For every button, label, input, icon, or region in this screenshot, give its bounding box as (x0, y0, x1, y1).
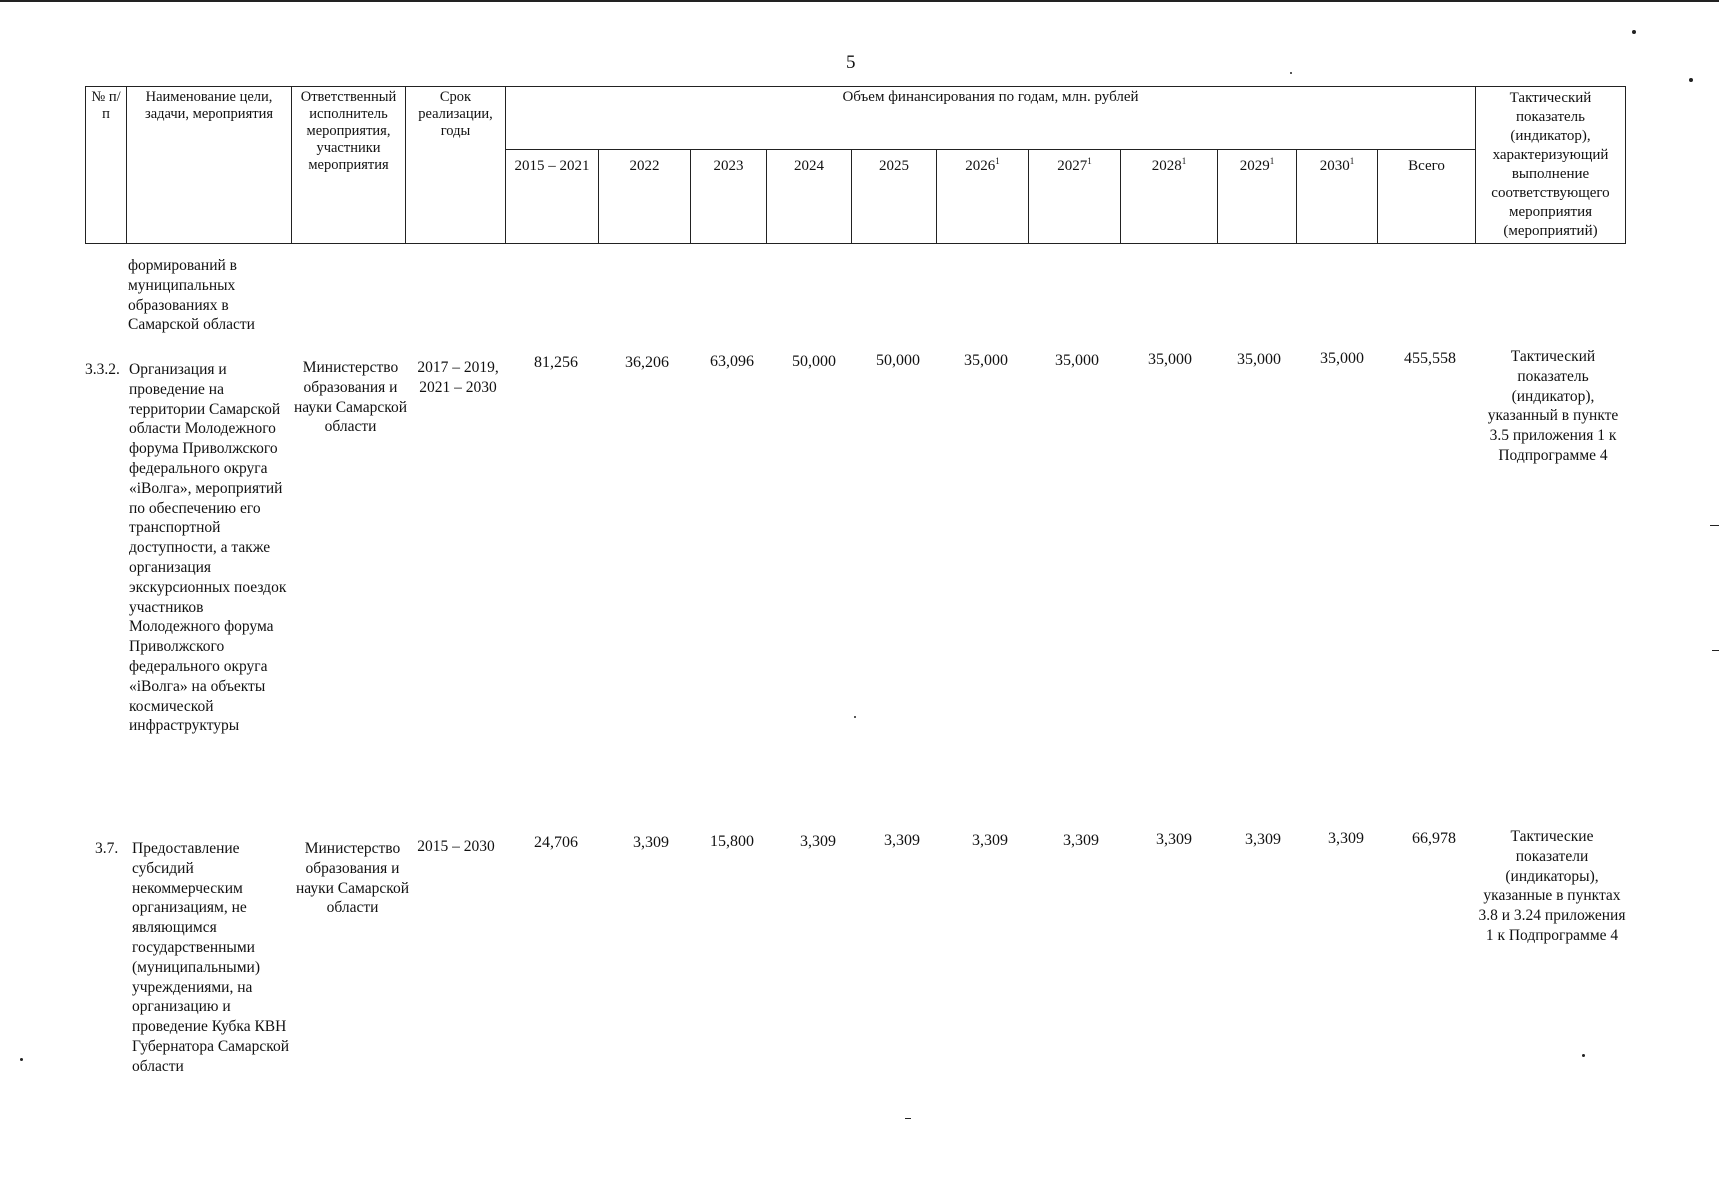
header-funding: Объем финансирования по годам, млн. рублей (506, 87, 1476, 150)
header-year (599, 149, 691, 243)
funding-value: 35,000 (1320, 350, 1364, 367)
row-indicator: Тактические показатели (индикаторы), указанные в пунктах 3.8 и 3.24 приложения 1 к Подпрограмме 4 (1478, 828, 1626, 944)
header-name: Наименование цели, задачи, мероприятия (127, 87, 292, 244)
header-term: Срок реализации, годы (406, 87, 506, 244)
scan-speck (1712, 650, 1719, 651)
scan-speck (1632, 30, 1636, 34)
funding-value: 50,000 (792, 353, 836, 370)
header-year (691, 149, 767, 243)
funding-value: 35,000 (1148, 351, 1192, 368)
row-executor: Министерство образования и науки Самарской области (293, 359, 408, 436)
row-name: Предоставление субсидий некоммерческим организациям, не являющимся государственными (муниципальными) учреждениями, на организацию и проведение Кубка КВН Губернатора Самарской области (132, 840, 290, 1075)
header-year (852, 149, 937, 243)
header-year-label: 2028 (1151, 157, 1182, 174)
scan-speck (854, 716, 856, 718)
header-year-label: 2022 (629, 157, 660, 174)
header-year-footnote: 1 (1087, 155, 1092, 166)
scan-speck (905, 1118, 911, 1119)
funding-value: 3,309 (800, 833, 836, 850)
row-indicator: Тактический показатель (индикатор), указанный в пункте 3.5 приложения 1 к Подпрограмме 4 (1487, 348, 1619, 464)
header-year-label: Всего (1408, 157, 1445, 174)
page-number: 5 (846, 52, 856, 73)
funding-value: 3,309 (884, 832, 920, 849)
row-number: 3.3.2. (85, 361, 120, 378)
scan-speck (1290, 72, 1292, 74)
header-year (1378, 149, 1476, 243)
funding-value: 35,000 (1055, 352, 1099, 369)
header-year-label: 2030 (1319, 157, 1350, 174)
row-term: 2017 – 2019, 2021 – 2030 (417, 359, 499, 396)
funding-value: 35,000 (1237, 351, 1281, 368)
header-year-footnote: 1 (1349, 155, 1355, 166)
scan-speck (20, 1058, 23, 1061)
header-num: № п/п (86, 87, 127, 244)
funding-value: 3,309 (1328, 830, 1364, 847)
funding-value: 3,309 (633, 834, 669, 851)
scan-speck (1710, 525, 1719, 526)
header-year-label: 2025 (879, 157, 909, 174)
header-indicator: Тактический показатель (индикатор), характеризующий выполнение соответствующего мероприятия (мероприятий) (1476, 87, 1626, 244)
header-year-footnote: 1 (995, 155, 1000, 166)
funding-value: 3,309 (1156, 831, 1192, 848)
funding-value: 3,309 (1245, 831, 1281, 848)
funding-value: 3,309 (1063, 832, 1099, 849)
funding-value: 24,706 (534, 834, 578, 851)
header-year-label: 2029 (1239, 157, 1270, 174)
scan-speck (1689, 78, 1693, 82)
funding-value: 36,206 (625, 354, 669, 371)
scan-speck (1582, 1054, 1585, 1057)
header-year-label: 2026 (965, 157, 996, 174)
continuation-text: формирований в муниципальных образованиях в Самарской области (128, 257, 255, 334)
header-year (767, 149, 852, 243)
row-executor: Министерство образования и науки Самарской области (295, 840, 410, 917)
header-year (1121, 149, 1218, 243)
funding-value: 455,558 (1404, 350, 1456, 367)
funding-value: 81,256 (534, 354, 578, 371)
header-year-label: 2023 (713, 157, 744, 174)
header-year (937, 149, 1029, 243)
header-year (506, 149, 599, 243)
row-number: 3.7. (95, 840, 119, 857)
header-year-footnote: 1 (1269, 155, 1275, 166)
header-year (1218, 149, 1297, 243)
header-year-label: 2024 (794, 157, 824, 174)
header-year (1297, 149, 1378, 243)
row-term: 2015 – 2030 (417, 838, 495, 855)
header-year-label: 2027 (1057, 157, 1088, 174)
header-table (85, 86, 1626, 244)
header-year (1029, 149, 1121, 243)
header-executor: Ответственный исполнитель мероприятия, участники мероприятия (292, 87, 406, 244)
funding-value: 66,978 (1412, 830, 1456, 847)
funding-value: 3,309 (972, 832, 1008, 849)
funding-value: 15,800 (710, 833, 754, 850)
row-name: Организация и проведение на территории Самарской области Молодежного форума Приволжского федерального округа «iВолга», мероприятий по обеспечению его транспортной доступности, а также организация экскурсионных поездок участников Молодежного форума Приволжского федерального округа «iВолга» на объекты космической инфраструктуры (129, 361, 287, 735)
funding-value: 35,000 (964, 352, 1008, 369)
header-year-footnote: 1 (1181, 155, 1187, 166)
funding-value: 63,096 (710, 353, 754, 370)
top-border-line (0, 0, 1719, 2)
header-year-label: 2015 – 2021 (514, 157, 590, 174)
funding-value: 50,000 (876, 352, 920, 369)
